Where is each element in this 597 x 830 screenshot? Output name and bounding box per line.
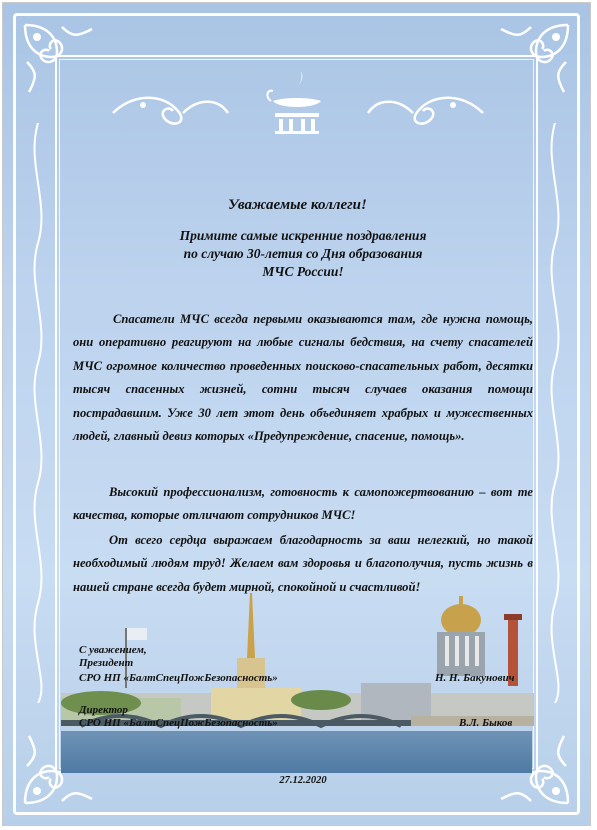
letter-date: 27.12.2020 (279, 775, 327, 786)
congrats-line-3: МЧС России! (262, 264, 344, 279)
signature-name-2: В.Л. Быков (459, 717, 513, 729)
signature-title-president: Президент (79, 657, 134, 669)
letter-page (2, 2, 591, 826)
signature-regards: С уважением, (79, 644, 147, 656)
signature-name-1: Н. Н. Бакунович (435, 672, 515, 684)
ornament-top-right-icon (486, 17, 576, 107)
paragraph-3: От всего сердца выражаем благодарность за ваш нелегкий, но такой необходимый людям труд! Желаем вам здоровья и благополучия, пусть жизнь в нашей стране всегда будет мирной, спокойной и счастливой! (73, 533, 533, 594)
greeting: Уважаемые коллеги! (228, 197, 367, 213)
signature-title-director: Директор (79, 704, 128, 716)
river-water (61, 731, 532, 773)
signature-org-2: СРО НП «БалтСпецПожБезопасность» (79, 717, 278, 729)
paragraph-2: Высокий профессионализм, готовность к самопожертвованию – вот те качества, которые отличают сотрудников МЧС! (73, 485, 533, 523)
signature-org-1: СРО НП «БалтСпецПожБезопасность» (79, 672, 278, 684)
congrats-line-2: по случаю 30-летия со Дня образования (183, 246, 423, 261)
ornament-top-left-icon (17, 17, 107, 107)
congrats-line-1: Примите самые искренние поздравления (179, 228, 427, 243)
paragraph-1: Спасатели МЧС всегда первыми оказываются там, где нужна помощь, они оперативно реагируют на любые сигналы бедствия, на счету спасателей МЧС огромное количество проведенных поисково-спасательных работ, десятки тысяч спасенных жизней, сотни тысяч случаев оказания помощи пострадавшим. Уже 30 лет этот день объединяет храбрых и мужественных людей, главный девиз которых «Предупреждение, спасение, помощь». (73, 312, 533, 444)
lamp-on-columns-emblem-icon (265, 67, 329, 137)
